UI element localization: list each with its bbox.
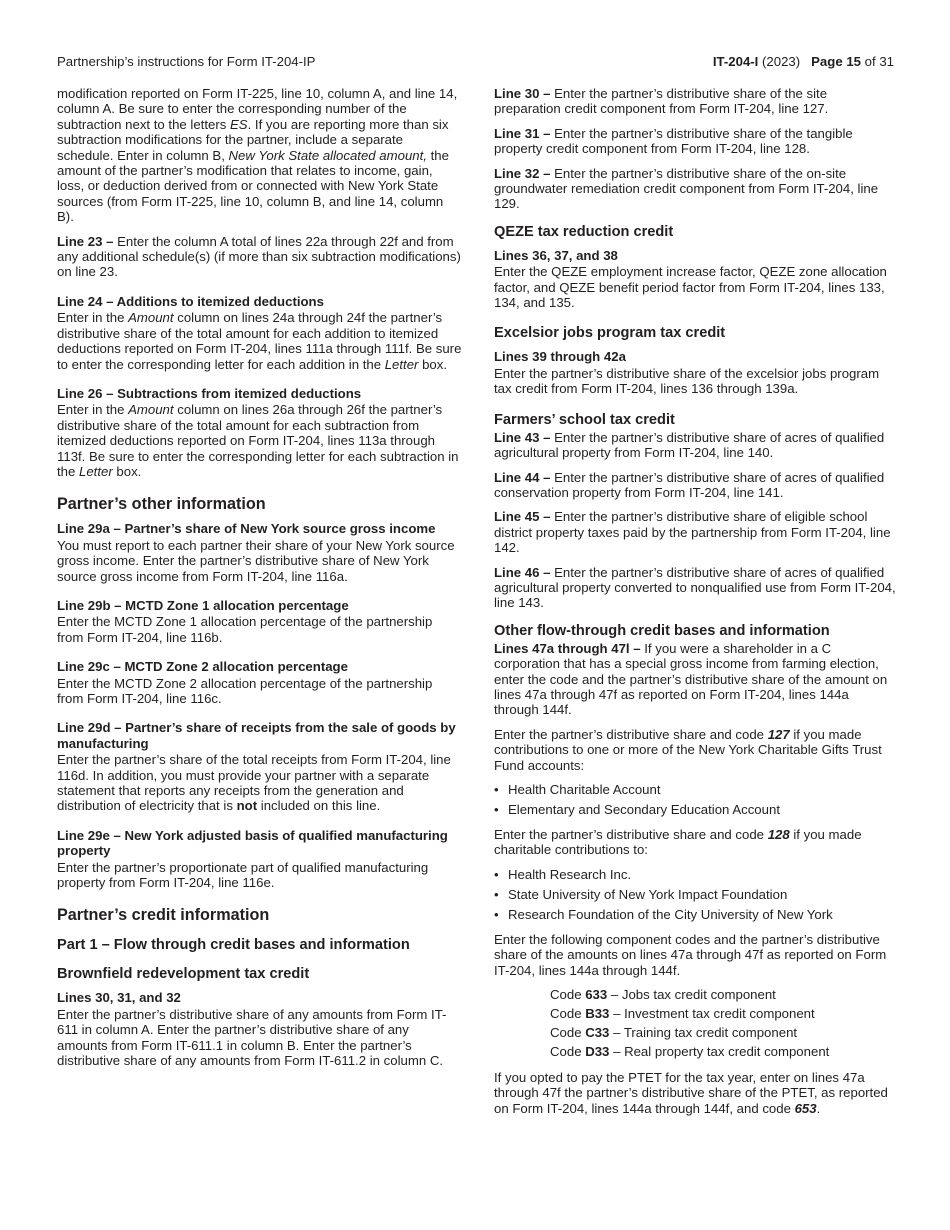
excelsior-heading: Excelsior jobs program tax credit: [494, 325, 726, 342]
partner-credit-info-heading: Partner’s credit information: [57, 906, 270, 925]
code127-paragraph: Enter the partner’s distributive share and code 127 if you made contributions to one or more of the New York Charitable Gifts Trust Fund accounts:: [494, 726, 882, 773]
line29b-text: Enter the MCTD Zone 1 allocation percentage of the partnership from Form IT-204, line 116b.: [57, 614, 433, 645]
brownfield-heading: Brownfield redevelopment tax credit: [57, 966, 310, 983]
form-id: IT-204-I: [712, 54, 759, 69]
line44-paragraph: Line 44 – Enter the partner’s distributive share of acres of qualified conservation property from Form IT-204, line 141.: [494, 469, 885, 500]
farmers-heading: Farmers’ school tax credit: [494, 411, 675, 428]
line26-heading: Line 26 – Subtractions from itemized deductions: [57, 385, 362, 401]
line45-paragraph: Line 45 – Enter the partner’s distributive share of eligible school district property taxes paid by the partnership from Form IT-204, line 142.: [494, 509, 891, 556]
lines30-32-section: [57, 990, 462, 1068]
line30-paragraph: Line 30 – Enter the partner’s distributive share of the site preparation credit component from Form IT-204, line 127.: [494, 86, 829, 117]
code-row: Code 633 – Jobs tax credit component: [550, 987, 776, 1003]
list-item: • Research Foundation of the City University of New York: [494, 907, 896, 922]
lines30-32-text: Enter the partner’s distributive share of any amounts from Form IT-611 in column A. Enter the partner’s distributive share of any amounts from Form IT-611.1 in column B. Enter the partner’s distributive share of any amounts from Form IT-611.2 in column C.: [57, 1006, 447, 1069]
lines39-42a-section: [494, 349, 896, 396]
ptet-paragraph: If you opted to pay the PTET for the tax year, enter on lines 47a through 47f the partner’s distributive share of the PTET, as reported on Form IT-204, lines 144a through 144f, and code 653.: [494, 1070, 888, 1116]
code-row: Code C33 – Training tax credit component: [550, 1025, 798, 1041]
line29c-text: Enter the MCTD Zone 2 allocation percentage of the partnership from Form IT-204, line 116c.: [57, 675, 433, 706]
line26-text: Enter in the Amount column on lines 26a through 26f the partner’s distributive share of the total amount for each subtraction from itemized deductions reported on Form IT-204, lines 113a through 113f. Be sure to enter the corresponding letter for each subtraction in the Letter box.: [57, 402, 459, 479]
line24-section: [57, 294, 462, 372]
right-column: [494, 86, 896, 1125]
partner-other-info-heading: Partner’s other information: [57, 495, 266, 514]
line29b-heading: Line 29b – MCTD Zone 1 allocation percentage: [57, 597, 349, 613]
left-column: [57, 86, 462, 1069]
line24-text: Enter in the Amount column on lines 24a through 24f the partner’s distributive share of the total amount for each addition to itemized deductions reported on Form IT-204, lines 111a through 111f. Be sure to enter the corresponding letter for each addition in the Letter box.: [57, 310, 462, 372]
code-row: Code D33 – Real property tax credit component: [550, 1044, 830, 1060]
line29a-heading: Line 29a – Partner’s share of New York source gross income: [57, 521, 436, 537]
line32-paragraph: Line 32 – Enter the partner’s distributive share of the on-site groundwater remediation credit component from Form IT-204, line 129.: [494, 165, 879, 212]
lines36-38-heading: Lines 36, 37, and 38: [494, 247, 618, 263]
lines39-42a-text: Enter the partner’s distributive share of the excelsior jobs program tax credit from Form IT-204, lines 136 through 139a.: [494, 365, 880, 397]
header-title: Partnership’s instructions for Form IT-204-IP: [57, 54, 316, 69]
component-codes-list: [550, 987, 896, 1060]
list-item: • Health Research Inc.: [494, 867, 896, 882]
line43-paragraph: Line 43 – Enter the partner’s distributive share of acres of qualified agricultural property from Form IT-204, line 140.: [494, 429, 885, 461]
line29a-text: You must report to each partner their share of your New York source gross income. Enter the partner’s distributive share of New York source gross income from Form IT-204, line 116a.: [57, 537, 455, 584]
component-intro-paragraph: Enter the following component codes and the partner’s distributive share of the amounts on lines 47a through 47f as reported on Form IT-204, lines 144a through 144f.: [494, 931, 887, 978]
qeze-heading: QEZE tax reduction credit: [494, 223, 674, 240]
line29e-text: Enter the partner’s proportionate part of qualified manufacturing property from Form IT-204, line 116e.: [57, 859, 429, 891]
header-page-info: [713, 54, 894, 69]
line29d-section: [57, 720, 462, 813]
line29c-section: [57, 659, 462, 706]
list-item: • Health Charitable Account: [494, 782, 896, 797]
lines30-32-heading: Lines 30, 31, and 32: [57, 990, 181, 1006]
other-flow-through-heading: Other flow-through credit bases and information: [494, 622, 830, 639]
list-item: • Elementary and Secondary Education Account: [494, 802, 896, 817]
line29e-section: [57, 828, 462, 891]
line26-section: [57, 386, 462, 479]
page-header: [57, 54, 894, 72]
lines39-42a-heading: Lines 39 through 42a: [494, 349, 626, 365]
line29a-section: [57, 521, 462, 584]
line29d-heading: Line 29d – Partner’s share of receipts from the sale of goods by manufacturing: [57, 720, 456, 751]
code128-paragraph: Enter the partner’s distributive share and code 128 if you made charitable contributions to:: [494, 826, 862, 858]
form-year: (2023): [758, 54, 801, 69]
intro-paragraph: modification reported on Form IT-225, line 10, column A, and line 14, column A. Be sure to enter the corresponding number of the subtraction next to the letters ES. If you are reporting more than six subtraction modifications for the partner, include a separate schedule. Enter in column B, New York State allocated amount, the amount of the partner’s modification that relates to income, gain, loss, or deduction derived from or connected with New York State sources (from Form IT-225, line 10, column B, and line 14, column B).: [57, 86, 458, 225]
accounts-list: [494, 782, 896, 818]
lines47-paragraph: Lines 47a through 47l – If you were a shareholder in a C corporation that has a special gross income from farming election, enter the code and the partner’s distributive share of the amount on lines 47a through 47f as reported on Form IT-204, lines 144a through 144f.: [494, 640, 888, 718]
line24-heading: Line 24 – Additions to itemized deductions: [57, 293, 324, 309]
page-number: Page 15: [811, 54, 861, 69]
code-row: Code B33 – Investment tax credit component: [550, 1006, 815, 1022]
line29b-section: [57, 598, 462, 645]
line23-paragraph: Line 23 – Enter the column A total of lines 22a through 22f and from any additional schedule(s) (if more than six subtraction modifications) on line 23.: [57, 233, 461, 280]
line29d-text: Enter the partner’s share of the total receipts from Form IT-204, line 116d. In addition, you must provide your partner with a separate statement that reports any receipts from the generation and distribution of electricity that is not included on this line.: [57, 752, 451, 814]
lines36-38-text: Enter the QEZE employment increase factor, QEZE zone allocation factor, and QEZE benefit period factor from Form IT-204, lines 133, 134, and 135.: [494, 264, 887, 311]
line46-paragraph: Line 46 – Enter the partner’s distributive share of acres of qualified agricultural property converted to nonqualified use from Form IT-204, line 143.: [494, 564, 896, 611]
list-item: • State University of New York Impact Foundation: [494, 887, 896, 902]
part1-heading: Part 1 – Flow through credit bases and information: [57, 937, 410, 954]
line31-paragraph: Line 31 – Enter the partner’s distributive share of the tangible property credit component from Form IT-204, line 128.: [494, 125, 853, 157]
lines36-38-section: [494, 248, 896, 311]
line29c-heading: Line 29c – MCTD Zone 2 allocation percentage: [57, 659, 348, 675]
orgs-list: [494, 867, 896, 923]
line29e-heading: Line 29e – New York adjusted basis of qualified manufacturing property: [57, 827, 448, 859]
page-total: of 31: [861, 54, 894, 69]
